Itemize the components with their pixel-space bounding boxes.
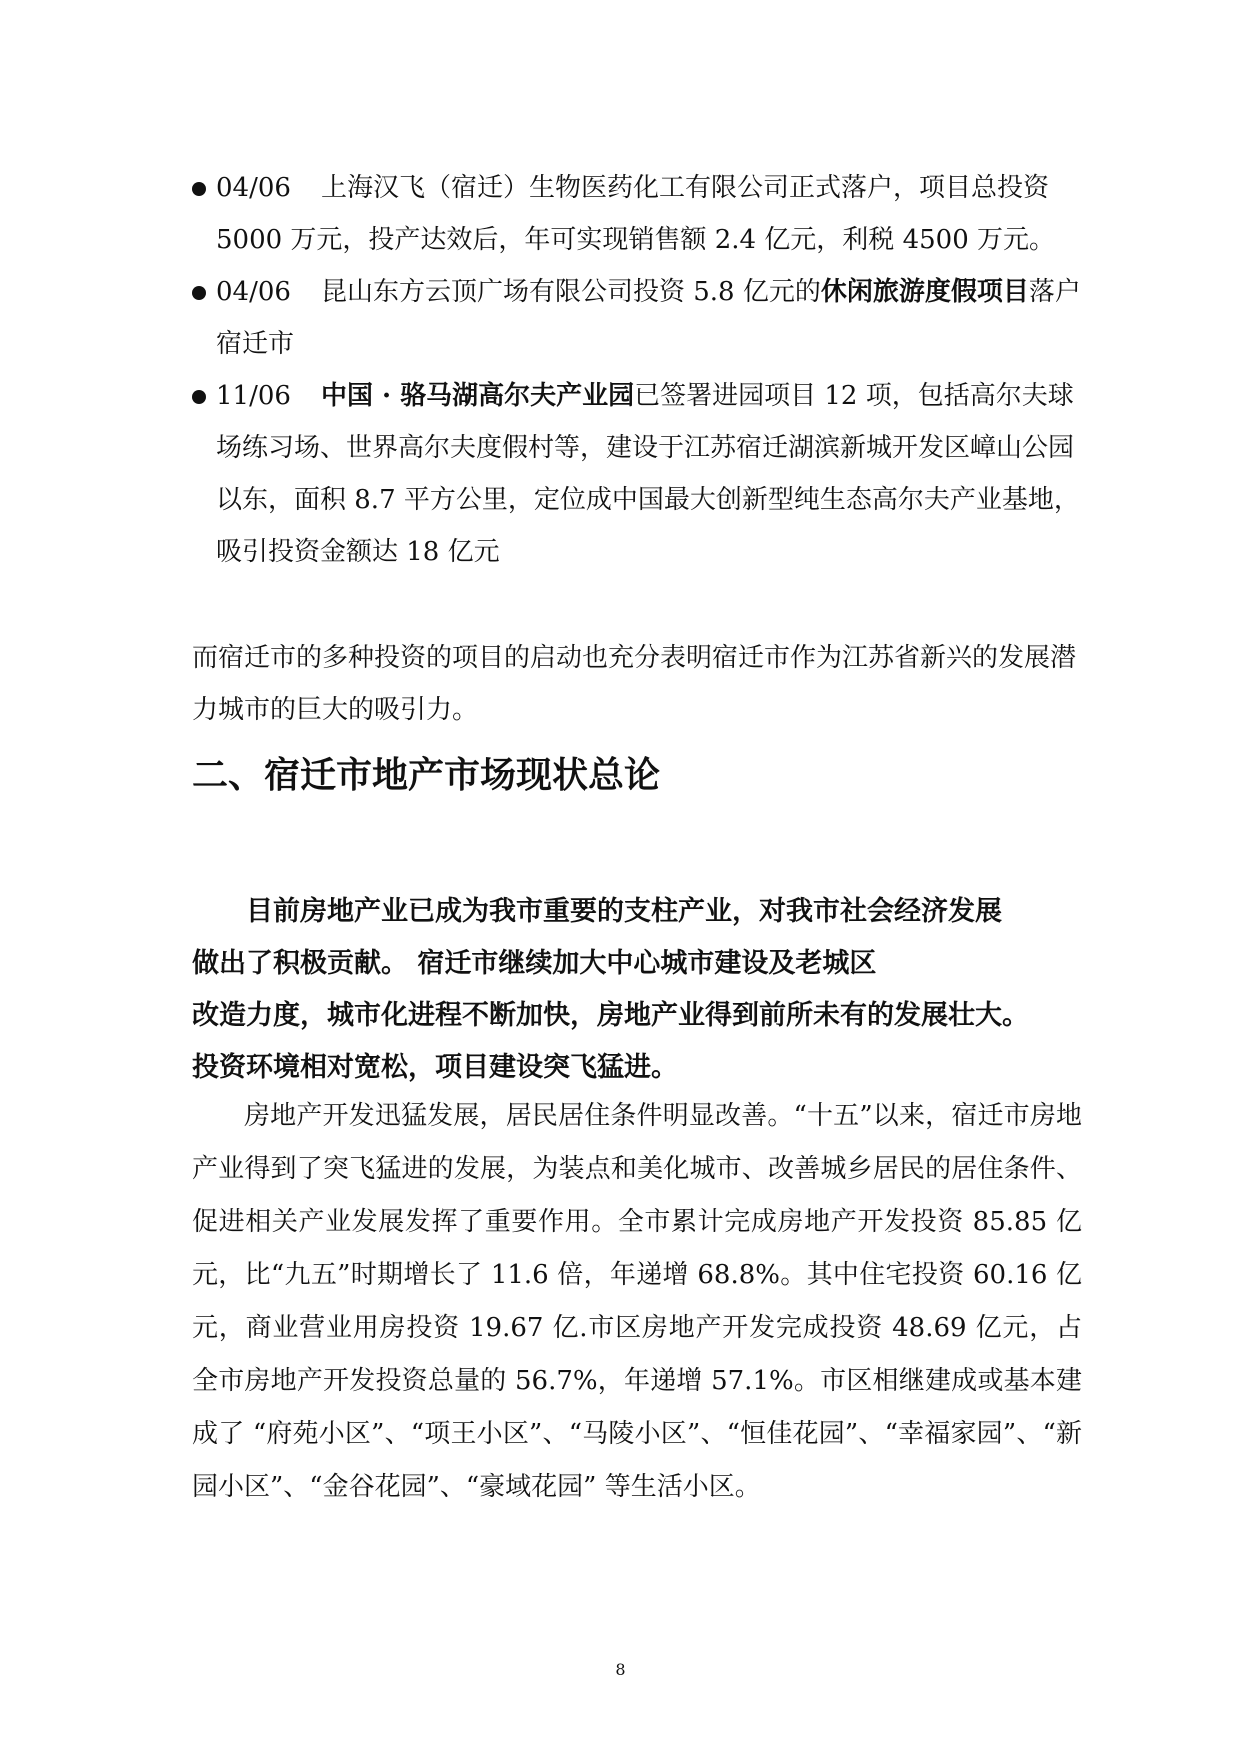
bold-intro-paragraph (192, 886, 1082, 1094)
section-heading: 二、宿迁市地产市场现状总论 (192, 755, 661, 796)
investment-bullet-list (192, 162, 1082, 578)
bullet-text: 落户宿迁市 (216, 277, 1081, 359)
bullet-dot-icon (192, 182, 206, 196)
bold-para-line: 投资环境相对宽松，项目建设突飞猛进。 (192, 1052, 678, 1083)
bold-para-line: 做出了积极贡献。 宿迁市继续加大中心城市建设及老城区 (192, 948, 877, 979)
bullet-date: 04/06 (216, 173, 291, 203)
bullet-item (192, 266, 1082, 370)
bullet-dot-icon (192, 390, 206, 404)
summary-paragraph: 而宿迁市的多种投资的项目的启动也充分表明宿迁市作为江苏省新兴的发展潜力城市的巨大的吸引力。 (192, 643, 1077, 725)
bullet-text-bold: 中国 · 骆马湖高尔夫产业园 (320, 381, 635, 411)
bullet-date: 04/06 (216, 277, 291, 307)
bullet-text: 昆山东方云顶广场有限公司投资 5.8 亿元的 (320, 277, 821, 307)
page-number: 8 (615, 1660, 626, 1679)
bullet-item (192, 370, 1082, 578)
bullet-text-bold: 休闲旅游度假项目 (820, 277, 1029, 307)
bullet-text: 已签署进园项目 12 项，包括高尔夫球场练习场、世界高尔夫度假村等，建设于江苏宿迁湖滨新城开发区嶂山公园以东，面积 8.7 平方公里，定位成中国最大创新型纯生态高尔夫产业基地，吸引投资金额达 18 亿元 (216, 381, 1080, 567)
bullet-date: 11/06 (216, 381, 291, 411)
bullet-item (192, 162, 1082, 266)
bold-para-line: 目前房地产业已成为我市重要的支柱产业，对我市社会经济发展 (246, 896, 1002, 927)
bullet-text: 上海汉飞（宿迁）生物医药化工有限公司正式落户，项目总投资 5000 万元，投产达效后，年可实现销售额 2.4 亿元，利税 4500 万元。 (216, 173, 1056, 255)
bullet-dot-icon (192, 286, 206, 300)
body-paragraph: 房地产开发迅猛发展，居民居住条件明显改善。“十五”以来，宿迁市房地产业得到了突飞猛进的发展，为装点和美化城市、改善城乡居民的居住条件、促进相关产业发展发挥了重要作用。全市累计完成房地产开发投资 85.85 亿元，比“九五”时期增长了 11.6 倍，年递增 68.8%。其中住宅投资 60.16 亿元，商业营业用房投资 19.67 亿.市区房地产开发完成投资 48.69 亿元，占全市房地产开发投资总量的 56.7%，年递增 57.1%。市区相继建成或基本建成了 “府苑小区”、“项王小区”、“马陵小区”、“恒佳花园”、“幸福家园”、“新园小区”、“金谷花园”、“豪域花园” 等生活小区。 (192, 1101, 1082, 1502)
bold-para-line: 改造力度，城市化进程不断加快，房地产业得到前所未有的发展壮大。 (192, 1000, 1029, 1031)
